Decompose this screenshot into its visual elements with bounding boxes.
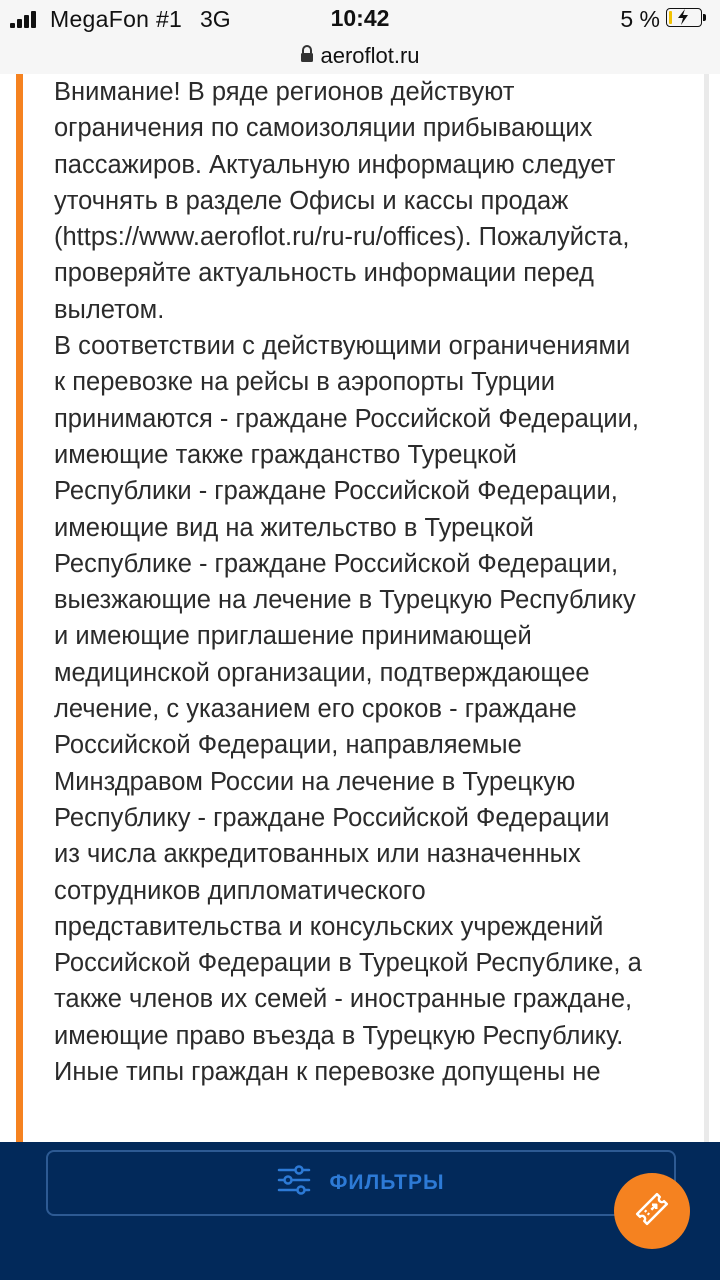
lock-icon	[300, 43, 314, 69]
battery-percent: 5 %	[620, 6, 660, 32]
battery-charging-icon	[666, 8, 706, 27]
travel-restrictions-notice: Внимание! В ряде регионов действуют ограничения по самоизоляции прибывающих пассажиров. Актуальную информацию следует уточнять в разделе Офисы и кассы продаж (https://www.aeroflot.ru/ru-ru/offices). Пожалуйста, проверяйте актуальность информации перед вылетом. В соответствии с действующими ограничениями к перевозке на рейсы в аэропорты Турции принимаются - граждане Российской Федерации, имеющие также гражданство Турецкой Республики - граждане Российской Федерации, имеющие вид на жительство в Турецкой Республике - граждане Российской Федерации, выезжающие на лечение в Турецкую Республику и имеющие приглашение принимающей медицинской организации, подтверждающее лечение, с указанием его сроков - граждане Российской Федерации, направляемые Минздравом России на лечение в Турецкую Республику - граждане Российской Федерации из числа аккредитованных или назначенных сотрудников дипломатического представительства и консульских учреждений Российской Федерации в Турецкой Республике, а также членов их семей - иностранные граждане, имеющие право въезда в Турецкую Республику. Иные типы граждан к перевозке допущены не	[54, 78, 642, 1087]
address-bar[interactable]	[0, 38, 720, 74]
status-bar	[0, 0, 720, 38]
ticket-fab-button[interactable]	[614, 1173, 690, 1249]
scrollbar-track	[704, 74, 709, 1142]
ticket-icon	[632, 1189, 672, 1234]
carrier-name: MegaFon #1	[50, 6, 183, 32]
filters-button[interactable]	[46, 1150, 676, 1216]
status-time: 10:42	[330, 5, 390, 31]
network-type: 3G	[200, 6, 231, 32]
accent-stripe	[16, 74, 23, 1142]
page-content[interactable]	[0, 74, 720, 1142]
filters-button-label: ФИЛЬТРЫ	[329, 1171, 445, 1194]
sliders-icon	[277, 1163, 311, 1203]
url-text: aeroflot.ru	[320, 43, 420, 68]
